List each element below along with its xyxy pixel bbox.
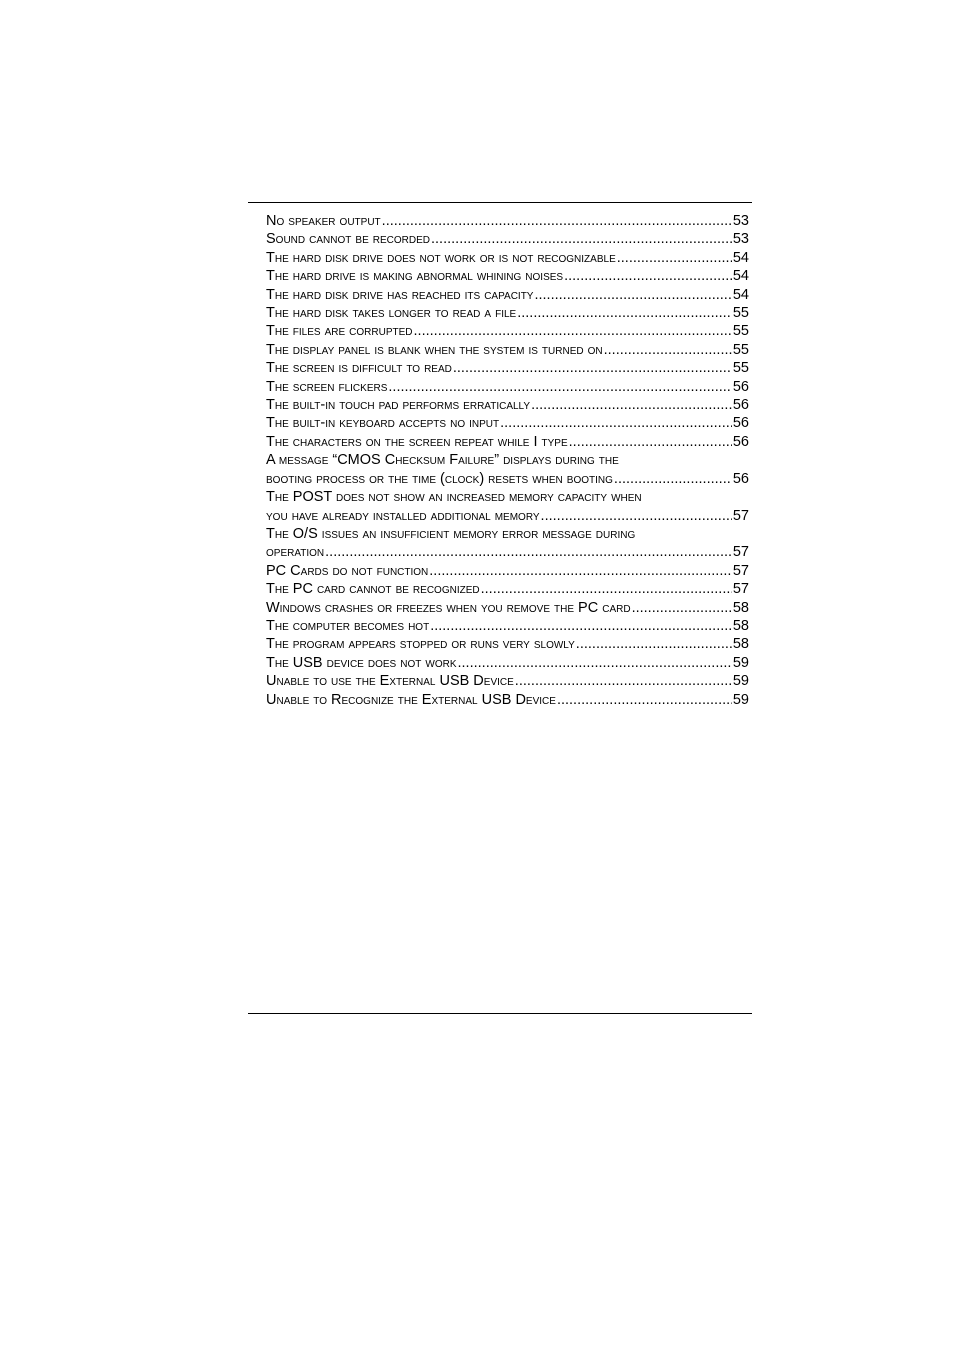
- toc-entry-title: The hard disk drive does not work or is not recognizable: [266, 249, 616, 266]
- toc-entry[interactable]: [266, 599, 749, 617]
- toc-entry-title-line[interactable]: A message “CMOS Checksum Failure” displays during the: [266, 452, 619, 469]
- toc-entry-title-line[interactable]: The POST does not show an increased memory capacity when: [266, 489, 642, 506]
- toc-leader-dots: [564, 267, 732, 285]
- toc-entry-title: The built-in touch pad performs erratically: [266, 397, 531, 414]
- toc-entry-title: The hard drive is making abnormal whining noises: [266, 268, 564, 285]
- toc-entry-page: 57: [732, 544, 749, 561]
- toc-entry-title: The PC card cannot be recognized: [266, 581, 480, 598]
- toc-entry-title: The characters on the screen repeat while I type: [266, 433, 568, 450]
- toc-entry[interactable]: [266, 322, 749, 340]
- toc-leader-dots: [430, 617, 732, 635]
- toc-entry-page: 55: [732, 305, 749, 322]
- toc-entry-page: 53: [732, 231, 749, 248]
- toc-leader-dots: [382, 212, 732, 230]
- toc-entry[interactable]: [266, 433, 749, 451]
- toc-entry-title: Windows crashes or freezes when you remove the PC card: [266, 599, 631, 616]
- toc-entry-page: 58: [732, 617, 749, 634]
- toc-entry-title: No speaker output: [266, 213, 381, 229]
- toc-entry[interactable]: [266, 249, 749, 267]
- toc-entry-page: 58: [732, 636, 749, 653]
- toc-leader-dots: [569, 433, 732, 451]
- toc-entry-page: 59: [732, 673, 749, 690]
- toc-leader-dots: [325, 543, 732, 561]
- toc-leader-dots: [576, 635, 732, 653]
- toc-entry-page: 57: [732, 562, 749, 579]
- toc-leader-dots: [500, 414, 732, 432]
- toc-entry-title-line[interactable]: The O/S issues an insufficient memory error message during: [266, 525, 636, 542]
- toc-entry-page: 55: [732, 341, 749, 358]
- toc-entry-page: 54: [732, 286, 749, 303]
- toc-entry-page: 54: [732, 268, 749, 285]
- top-rule: [248, 202, 752, 203]
- toc-entry-page: 54: [732, 249, 749, 266]
- toc-entry-title: The USB device does not work: [266, 654, 457, 671]
- toc-entry[interactable]: [266, 378, 749, 396]
- toc-entry[interactable]: [266, 341, 749, 359]
- toc-leader-dots: [531, 396, 732, 414]
- toc-entry[interactable]: [266, 691, 749, 709]
- toc-entry-title: Sound cannot be recorded: [266, 231, 430, 248]
- toc-entry-page: 56: [732, 415, 749, 432]
- toc-leader-dots: [557, 691, 732, 709]
- toc-leader-dots: [632, 599, 732, 617]
- toc-entry-title: The built-in keyboard accepts no input: [266, 415, 500, 432]
- toc-entry[interactable]: [266, 267, 749, 285]
- toc-entry-page: 56: [732, 433, 749, 450]
- toc-entry-title: The screen is difficult to read: [266, 360, 452, 377]
- toc-entry-page: 59: [732, 654, 749, 671]
- toc-leader-dots: [431, 230, 732, 248]
- toc-entry[interactable]: [266, 543, 749, 561]
- toc-entry[interactable]: [266, 507, 749, 525]
- toc-entry-page: 53: [732, 213, 749, 229]
- toc-leader-dots: [541, 507, 732, 525]
- toc-entry[interactable]: [266, 635, 749, 653]
- toc-entry-page: 59: [732, 691, 749, 708]
- toc-leader-dots: [534, 286, 731, 304]
- toc-entry[interactable]: [266, 414, 749, 432]
- toc-entry-page: 58: [732, 599, 749, 616]
- toc-entry-title: Unable to use the External USB Device: [266, 673, 514, 690]
- toc-leader-dots: [453, 359, 732, 377]
- toc-leader-dots: [481, 580, 732, 598]
- toc-entry-title: The computer becomes hot: [266, 617, 430, 634]
- toc-entry-title: The screen flickers: [266, 378, 388, 395]
- toc-leader-dots: [604, 341, 732, 359]
- toc-entry[interactable]: [266, 672, 749, 690]
- toc-leader-dots: [515, 672, 732, 690]
- toc-entry-title: The hard disk takes longer to read a file: [266, 305, 517, 322]
- toc-leader-dots: [388, 378, 731, 396]
- toc-entry[interactable]: [266, 562, 749, 580]
- toc-leader-dots: [414, 322, 732, 340]
- toc-entry-title: The hard disk drive has reached its capacity: [266, 286, 534, 303]
- toc-entry-page: 56: [732, 378, 749, 395]
- toc-entry-title: The files are corrupted: [266, 323, 413, 340]
- toc-entry-title: operation: [266, 544, 325, 561]
- toc-leader-dots: [617, 249, 732, 267]
- toc-leader-dots: [429, 562, 732, 580]
- toc-entry[interactable]: [266, 396, 749, 414]
- toc-entry-title: Unable to Recognize the External USB Device: [266, 691, 556, 708]
- bottom-rule: [248, 1013, 752, 1014]
- toc-entry-page: 56: [732, 470, 749, 487]
- toc-entry-page: 56: [732, 397, 749, 414]
- toc-entry[interactable]: [266, 286, 749, 304]
- toc-entry-page: 57: [732, 507, 749, 524]
- toc-entry[interactable]: [266, 654, 749, 672]
- toc-entry[interactable]: [266, 304, 749, 322]
- toc-entry-title: PC Cards do not function: [266, 562, 429, 579]
- toc-entry-title: booting process or the time (clock) resets when booting: [266, 470, 613, 487]
- toc-entry-title: you have already installed additional memory: [266, 507, 540, 524]
- toc-leader-dots: [458, 654, 732, 672]
- toc-entry-page: 57: [732, 581, 749, 598]
- toc-entry[interactable]: [266, 212, 749, 230]
- toc-entry[interactable]: [266, 580, 749, 598]
- toc-entry[interactable]: [266, 470, 749, 488]
- toc-entry-title: The program appears stopped or runs very slowly: [266, 636, 575, 653]
- toc-entry-page: 55: [732, 323, 749, 340]
- toc-entry[interactable]: [266, 359, 749, 377]
- table-of-contents: [266, 212, 749, 709]
- toc-entry[interactable]: [266, 617, 749, 635]
- toc-entry-page: 55: [732, 360, 749, 377]
- toc-entry-title: The display panel is blank when the system is turned on: [266, 341, 603, 358]
- toc-entry[interactable]: [266, 230, 749, 248]
- toc-leader-dots: [517, 304, 732, 322]
- toc-leader-dots: [614, 470, 732, 488]
